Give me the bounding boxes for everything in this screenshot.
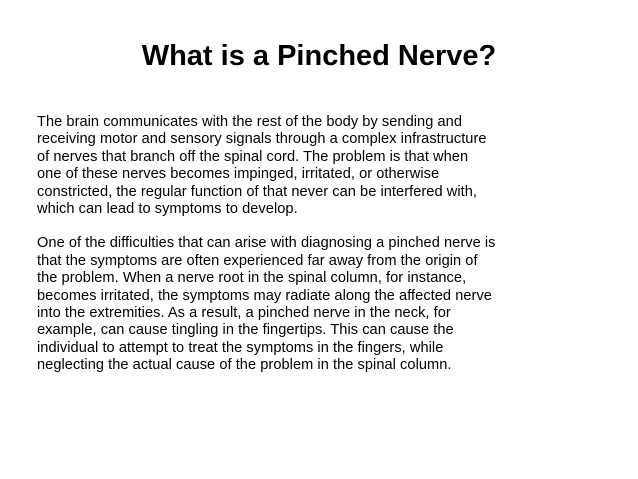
text-line: of nerves that branch off the spinal cord. The problem is that when <box>37 148 469 165</box>
paragraph-1 <box>37 114 607 218</box>
text-line: One of the difficulties that can arise with diagnosing a pinched nerve is <box>37 235 496 252</box>
text-line: individual to attempt to treat the symptoms in the fingers, while <box>37 339 444 356</box>
text-line: becomes irritated, the symptoms may radiate along the affected nerve <box>37 287 492 304</box>
text-line: the problem. When a nerve root in the spinal column, for instance, <box>37 270 467 287</box>
text-line: receiving motor and sensory signals through a complex infrastructure <box>37 131 487 148</box>
text-line: which can lead to symptoms to develop. <box>37 201 298 218</box>
paragraph-2 <box>37 235 607 374</box>
text-line: neglecting the actual cause of the problem in the spinal column. <box>37 357 452 374</box>
slide-body <box>37 114 607 392</box>
text-line: one of these nerves becomes impinged, irritated, or otherwise <box>37 166 440 183</box>
slide-title: What is a Pinched Nerve? <box>141 40 497 72</box>
text-line: that the symptoms are often experienced far away from the origin of <box>37 252 478 269</box>
text-line: example, can cause tingling in the fingertips. This can cause the <box>37 322 454 339</box>
text-line: The brain communicates with the rest of the body by sending and <box>37 114 462 130</box>
text-line: constricted, the regular function of that never can be interfered with, <box>37 183 477 200</box>
text-line: into the extremities. As a result, a pinched nerve in the neck, for <box>37 305 451 322</box>
